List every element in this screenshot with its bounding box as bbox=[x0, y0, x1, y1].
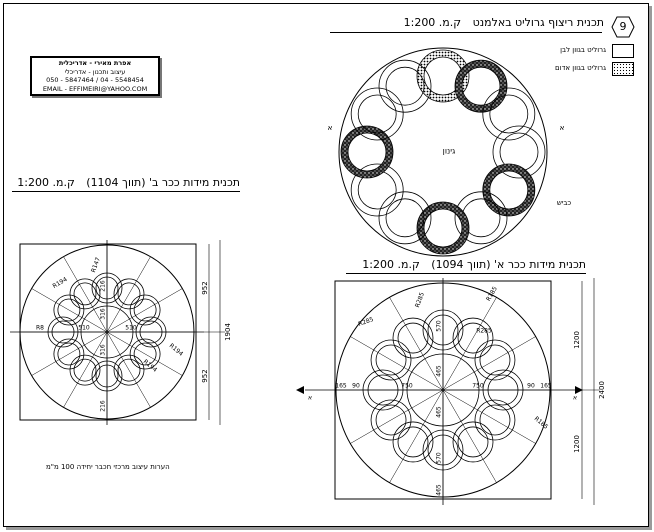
main-plan bbox=[328, 48, 572, 256]
plan-b-title-text: תכנית מידות ככר ב' (תווך 1104) bbox=[86, 176, 240, 189]
plan-a-section-mark-right: א bbox=[572, 394, 578, 402]
stamp-line-1: אפרת מאירי - אדריכלית bbox=[58, 59, 132, 67]
main-plan-ring-11-inner bbox=[386, 67, 424, 105]
plan-b-axis-label-3: 316 bbox=[99, 344, 107, 356]
plan-a-axis-label-6: 465 bbox=[435, 484, 443, 496]
plan-b-axis-label-6: R8 bbox=[36, 324, 44, 332]
plan-b-axis-label-5: 216 bbox=[99, 400, 107, 412]
plan-b-dim-label-2: 1904 bbox=[224, 323, 232, 341]
plan-b-axis-label-0: 510 bbox=[78, 324, 90, 332]
plan-a-axis-label-3: 465 bbox=[435, 406, 443, 418]
plan-b-note: הערות עיצוב מרכזי חכבר יחידה 100 מ"מ bbox=[46, 463, 170, 471]
plan-b-radial-label-0: R194 bbox=[51, 276, 69, 290]
stamp-line-4: EMAIL - EFFIMEIRI@YAHOO.COM bbox=[42, 84, 148, 93]
main-plan-edge-label-right: א bbox=[559, 124, 565, 132]
plan-a-side-label-0: 165 bbox=[335, 382, 347, 390]
plan-a-dim-label-2: 2400 bbox=[598, 381, 606, 399]
plan-a-section-arrow-left bbox=[296, 386, 304, 394]
plan-b-title-scale: ק.מ. 1:200 bbox=[17, 176, 75, 189]
plan-a-section-mark-left: א bbox=[307, 394, 313, 402]
stamp-line-3: 050 - 5847464 / 04 - 5548454 bbox=[46, 76, 144, 84]
plan-a-axis-label-4: 570 bbox=[435, 320, 443, 332]
plan-b bbox=[10, 240, 232, 425]
main-title-scale: ק.מ. 1:200 bbox=[403, 16, 462, 29]
main-plan-ring-7-inner bbox=[386, 199, 424, 237]
plan-a-axis-label-2: 465 bbox=[435, 365, 443, 377]
plan-b-axis-label-4: 216 bbox=[99, 280, 107, 292]
plan-a-radial-label-2: R185 bbox=[485, 285, 499, 303]
plan-a-dim-label-1: 1200 bbox=[573, 435, 581, 453]
main-plan-ring-2-inner bbox=[490, 95, 528, 133]
plan-b-dim-label-1: 952 bbox=[201, 369, 209, 383]
plan-b-radial-label-1: R147 bbox=[90, 256, 102, 274]
main-plan-ring-9-fill bbox=[341, 126, 393, 178]
main-plan-ring-10-inner bbox=[358, 95, 396, 133]
plan-b-dim-label-0: 952 bbox=[201, 281, 209, 295]
main-plan-ring-4-fill bbox=[483, 164, 535, 216]
plan-a-radial-label-1: R285 bbox=[414, 291, 426, 309]
main-plan-ring-2-outer bbox=[483, 88, 535, 140]
plan-a-axis-label-1: 750 bbox=[472, 382, 484, 390]
plan-b-radial-label-3: R194 bbox=[141, 358, 159, 374]
plan-a-title-text: תכנית מידות ככר א' (תווך 1094) bbox=[431, 258, 586, 271]
plan-a-title-scale: ק.מ. 1:200 bbox=[362, 258, 420, 271]
plan-a-radial-label-4: R185 bbox=[532, 415, 550, 431]
plan-a-radial-label-0: R285 bbox=[357, 316, 375, 328]
stamp-line-2: עיצוב ותכנון - אדריכלי bbox=[64, 67, 126, 76]
main-plan-ring-6-fill bbox=[417, 202, 469, 254]
plan-a bbox=[296, 278, 606, 505]
plan-b-axis-label-2: 316 bbox=[99, 308, 107, 320]
plan-b-axis-label-1: 510 bbox=[125, 324, 137, 332]
plan-a-side-label-3: 165 bbox=[540, 382, 552, 390]
plan-a-side-label-2: 90 bbox=[527, 382, 535, 390]
sheet-number: 9 bbox=[619, 20, 627, 33]
plan-a-dim-label-0: 1200 bbox=[573, 331, 581, 349]
legend-label-white: גרוליט בגוון לבן bbox=[560, 46, 606, 54]
main-plan-center-label: גינון bbox=[442, 146, 456, 156]
plan-a-axis-label-5: 570 bbox=[435, 452, 443, 464]
plan-a-axis-label-0: 750 bbox=[401, 382, 413, 390]
legend-label-red: גרוליט בגוון אדום bbox=[555, 64, 606, 72]
plan-a-side-label-1: 90 bbox=[352, 382, 360, 390]
main-plan-edge-label-road: כביש bbox=[556, 199, 572, 207]
plan-b-radial-label-2: R194 bbox=[167, 342, 185, 358]
plan-a-radial-label-3: R285 bbox=[476, 327, 492, 335]
main-title-text: תכנית ריצוף גרוליט באלמנט bbox=[472, 16, 604, 29]
main-plan-edge-label-left: א bbox=[327, 124, 333, 132]
